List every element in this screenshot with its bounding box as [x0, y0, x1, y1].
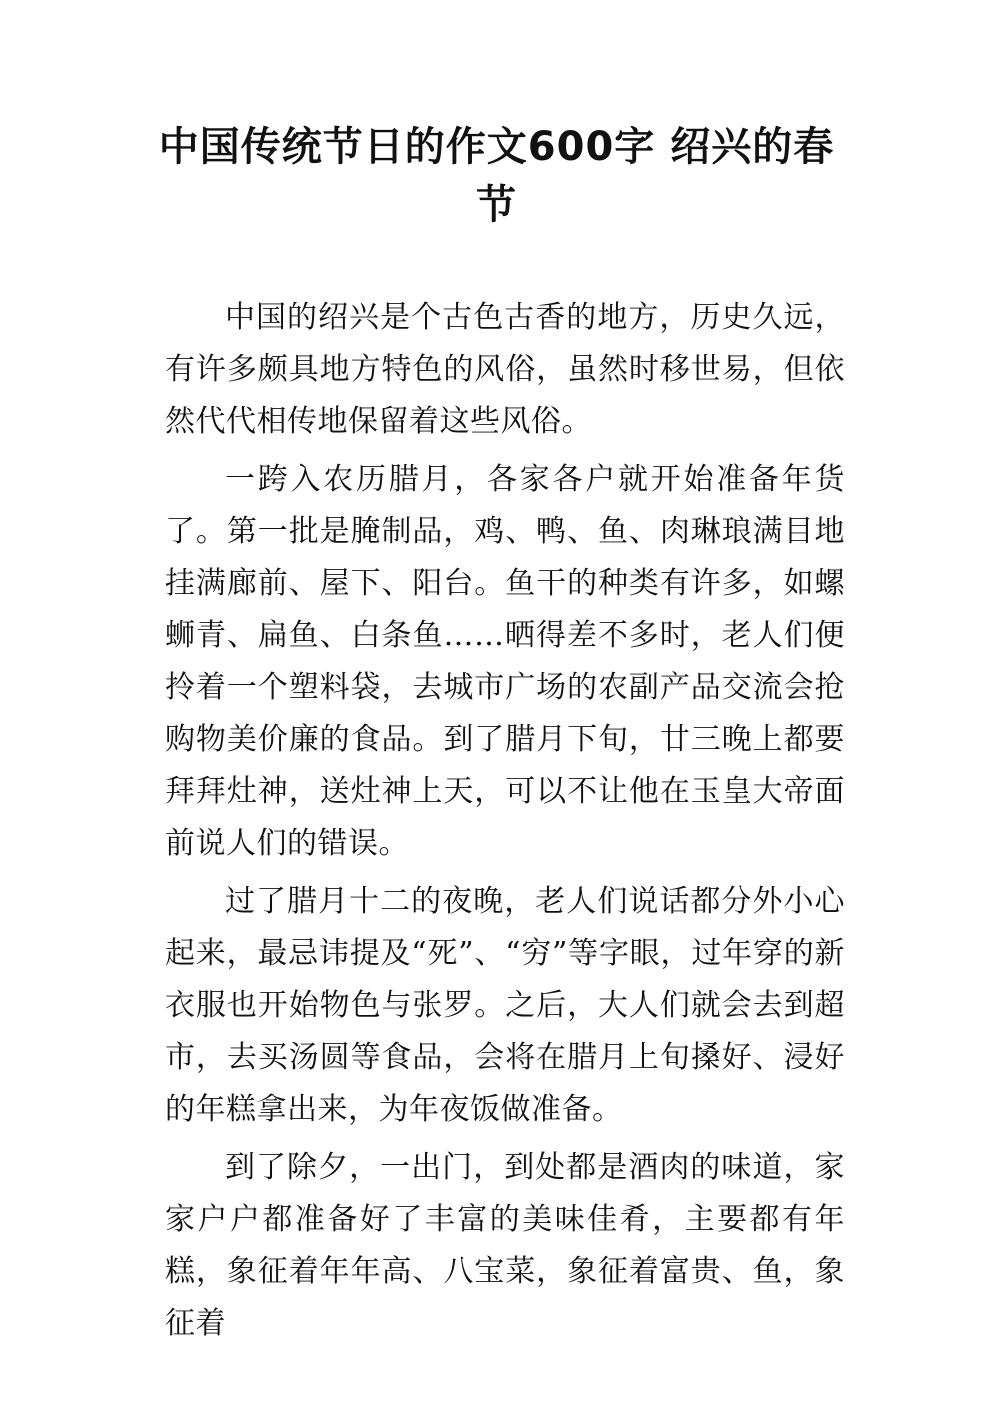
- article-body: [165, 292, 845, 1356]
- paragraph: 到了除夕，一出门，到处都是酒肉的味道，家家户户都准备好了丰富的美味佳肴，主要都有年糕，象征着年年高、八宝菜，象征着富贵、鱼，象征着: [165, 1150, 845, 1341]
- paragraph: 过了腊月十二的夜晚，老人们说话都分外小心起来，最忌讳提及“死”、“穷”等字眼，过年穿的新衣服也开始物色与张罗。之后，大人们就会去到超市，去买汤圆等食品，会将在腊月上旬搡好、浸好的年糕拿出来，为年夜饭做准备。: [165, 884, 845, 1127]
- paragraph: 一跨入农历腊月，各家各户就开始准备年货了。第一批是腌制品，鸡、鸭、鱼、肉琳琅满目地挂满廊前、屋下、阳台。鱼干的种类有许多，如螺蛳青、扁鱼、白条鱼……晒得差不多时，老人们便拎着一个塑料袋，去城市广场的农副产品交流会抢购物美价廉的食品。到了腊月下旬，廿三晚上都要拜拜灶神，送灶神上天，可以不让他在玉皇大帝面前说人们的错误。: [165, 462, 845, 861]
- page-title: 中国传统节日的作文600字 绍兴的春节: [158, 124, 835, 228]
- paragraph: 中国的绍兴是个古色古香的地方，历史久远，有许多颇具地方特色的风俗，虽然时移世易，但依然代代相传地保留着这些风俗。: [165, 300, 845, 439]
